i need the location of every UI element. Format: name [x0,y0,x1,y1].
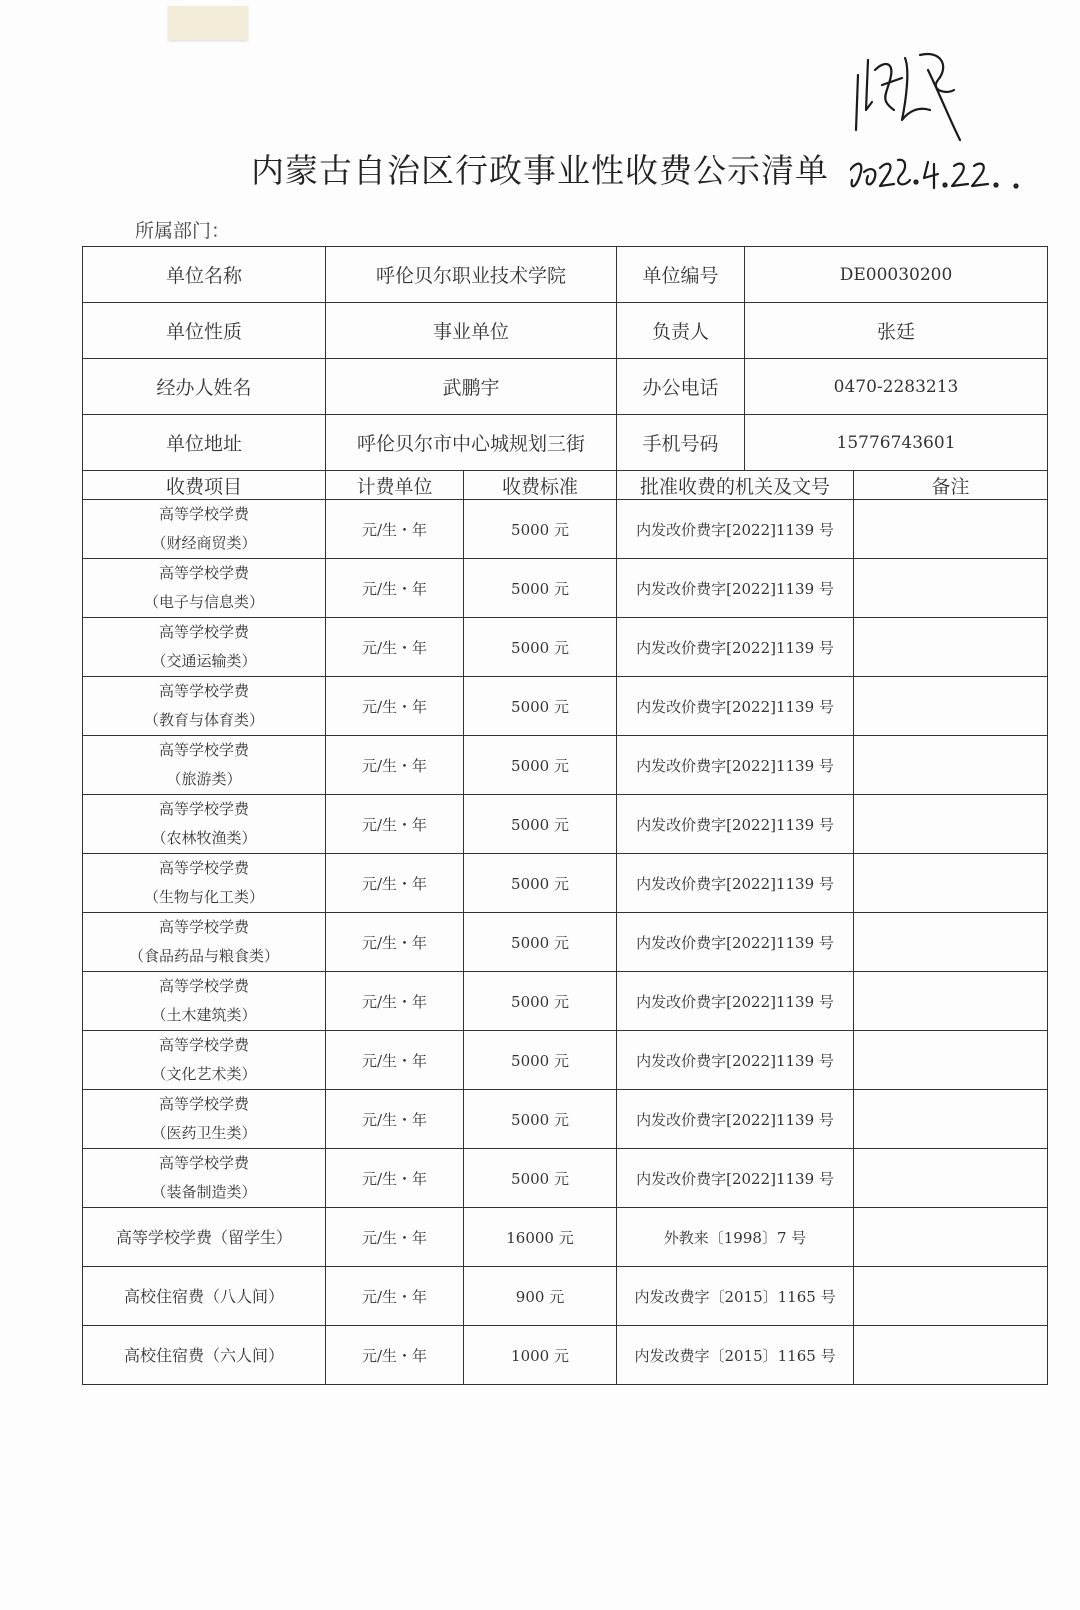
fee-item-cell [83,736,326,795]
fee-item-cell [83,500,326,559]
fee-unit: 元/生・年 [326,1267,464,1326]
fee-table [82,246,1048,1385]
fee-item-category: （食品药品与粮食类） [128,947,279,965]
fee-item-category: （医药卫生类） [151,1124,257,1142]
fee-unit: 元/生・年 [326,500,464,559]
fee-approval: 外教来〔1998〕7 号 [617,1208,854,1267]
fee-approval: 内发改价费字[2022]1139 号 [617,736,854,795]
fee-item-name: 高等学校学费 [158,564,249,582]
fee-approval: 内发改价费字[2022]1139 号 [617,795,854,854]
fee-standard: 5000 元 [464,736,617,795]
fee-item-name: 高校住宿费（八人间） [123,1286,284,1306]
table-row [83,1326,1048,1385]
fee-unit: 元/生・年 [326,618,464,677]
info-row-name [83,247,1048,303]
table-row [83,1267,1048,1326]
fee-item-cell [83,1031,326,1090]
fee-standard: 5000 元 [464,500,617,559]
department-label: 所属部门： [135,220,231,242]
fee-note [854,854,1048,913]
head-value: 张廷 [745,303,1048,359]
fee-item-category: （交通运输类） [151,652,257,670]
fee-item-cell [83,795,326,854]
address-label: 单位地址 [83,415,326,471]
fee-unit: 元/生・年 [326,1090,464,1149]
fee-approval: 内发改费字〔2015〕1165 号 [617,1326,854,1385]
fee-note [854,500,1048,559]
table-row [83,913,1048,972]
fee-item-name: 高等学校学费 [158,1154,249,1172]
fee-item-cell [83,913,326,972]
fee-item-name: 高等学校学费 [158,1095,249,1113]
fee-item-name: 高等学校学费 [158,977,249,995]
fee-item-name: 高等学校学费 [158,800,249,818]
fee-approval: 内发改价费字[2022]1139 号 [617,854,854,913]
fee-item-name: 高等学校学费 [158,741,249,759]
fee-header-row [83,471,1048,500]
fee-item-name: 高等学校学费 [158,682,249,700]
table-row [83,736,1048,795]
fee-standard: 1000 元 [464,1326,617,1385]
fee-note [854,677,1048,736]
fee-item-cell [83,1267,326,1326]
info-row-nature [83,303,1048,359]
info-row-address [83,415,1048,471]
fee-note [854,1326,1048,1385]
fee-standard: 5000 元 [464,795,617,854]
fee-item-category: （装备制造类） [151,1183,257,1201]
unit-nature-label: 单位性质 [83,303,326,359]
table-row [83,972,1048,1031]
phone-value: 0470-2283213 [745,359,1048,415]
fee-note [854,1090,1048,1149]
fee-note [854,618,1048,677]
column-header: 备注 [854,471,1048,500]
fee-standard: 5000 元 [464,972,617,1031]
fee-note [854,1267,1048,1326]
fee-approval: 内发改价费字[2022]1139 号 [617,1090,854,1149]
fee-item-category: （财经商贸类） [151,534,257,552]
fee-item-cell [83,1149,326,1208]
table-row [83,1031,1048,1090]
phone-label: 办公电话 [617,359,745,415]
fee-approval: 内发改价费字[2022]1139 号 [617,913,854,972]
fee-note [854,736,1048,795]
address-value: 呼伦贝尔市中心城规划三街 [326,415,617,471]
fee-item-cell [83,559,326,618]
fee-unit: 元/生・年 [326,736,464,795]
table-row [83,1208,1048,1267]
fee-approval: 内发改价费字[2022]1139 号 [617,1149,854,1208]
fee-standard: 5000 元 [464,854,617,913]
fee-item-cell [83,677,326,736]
fee-unit: 元/生・年 [326,1208,464,1267]
fee-approval: 内发改价费字[2022]1139 号 [617,972,854,1031]
fee-item-category: （教育与体育类） [143,711,264,729]
fee-approval: 内发改价费字[2022]1139 号 [617,500,854,559]
fee-unit: 元/生・年 [326,972,464,1031]
column-header: 收费标准 [464,471,617,500]
fee-note [854,559,1048,618]
fee-note [854,1149,1048,1208]
fee-item-name: 高校住宿费（六人间） [123,1345,284,1365]
tape-strip [168,6,248,40]
fee-unit: 元/生・年 [326,1031,464,1090]
fee-item-category: （电子与信息类） [143,593,264,611]
fee-approval: 内发改价费字[2022]1139 号 [617,559,854,618]
fee-item-cell [83,1326,326,1385]
fee-unit: 元/生・年 [326,677,464,736]
unit-code-label: 单位编号 [617,247,745,303]
fee-item-name: 高等学校学费（留学生） [115,1227,292,1247]
handler-label: 经办人姓名 [83,359,326,415]
fee-standard: 5000 元 [464,677,617,736]
fee-unit: 元/生・年 [326,1326,464,1385]
info-row-handler [83,359,1048,415]
fee-standard: 900 元 [464,1267,617,1326]
fee-item-category: （农林牧渔类） [151,829,257,847]
fee-item-category: （旅游类） [166,770,242,788]
fee-note [854,1031,1048,1090]
fee-item-cell [83,1090,326,1149]
table-row [83,1149,1048,1208]
fee-unit: 元/生・年 [326,795,464,854]
fee-item-category: （土木建筑类） [151,1006,257,1024]
fee-standard: 16000 元 [464,1208,617,1267]
fee-approval: 内发改价费字[2022]1139 号 [617,1031,854,1090]
fee-unit: 元/生・年 [326,559,464,618]
fee-item-name: 高等学校学费 [158,1036,249,1054]
fee-approval: 内发改价费字[2022]1139 号 [617,618,854,677]
fee-item-cell [83,1208,326,1267]
fee-approval: 内发改价费字[2022]1139 号 [617,677,854,736]
fee-standard: 5000 元 [464,913,617,972]
fee-unit: 元/生・年 [326,913,464,972]
fee-item-name: 高等学校学费 [158,918,249,936]
column-header: 收费项目 [83,471,326,500]
fee-unit: 元/生・年 [326,854,464,913]
fee-unit: 元/生・年 [326,1149,464,1208]
handwritten-signature [850,40,1040,204]
mobile-value: 15776743601 [745,415,1048,471]
table-row [83,795,1048,854]
fee-item-name: 高等学校学费 [158,859,249,877]
fee-item-cell [83,972,326,1031]
unit-nature-value: 事业单位 [326,303,617,359]
document-title: 内蒙古自治区行政事业性收费公示清单 [251,151,829,190]
fee-item-cell [83,618,326,677]
fee-item-name: 高等学校学费 [158,623,249,641]
fee-item-cell [83,854,326,913]
head-label: 负责人 [617,303,745,359]
table-row [83,677,1048,736]
fee-item-category: （文化艺术类） [151,1065,257,1083]
table-row [83,854,1048,913]
handler-value: 武鹏宇 [326,359,617,415]
unit-name-label: 单位名称 [83,247,326,303]
fee-item-name: 高等学校学费 [158,505,249,523]
unit-code-value: DE00030200 [745,247,1048,303]
fee-approval: 内发改费字〔2015〕1165 号 [617,1267,854,1326]
mobile-label: 手机号码 [617,415,745,471]
fee-standard: 5000 元 [464,618,617,677]
fee-note [854,913,1048,972]
unit-name-value: 呼伦贝尔职业技术学院 [326,247,617,303]
table-row [83,559,1048,618]
column-header: 计费单位 [326,471,464,500]
fee-standard: 5000 元 [464,1149,617,1208]
fee-standard: 5000 元 [464,1090,617,1149]
fee-standard: 5000 元 [464,559,617,618]
table-row [83,618,1048,677]
fee-note [854,1208,1048,1267]
fee-standard: 5000 元 [464,1031,617,1090]
fee-note [854,972,1048,1031]
fee-item-category: （生物与化工类） [143,888,264,906]
table-row [83,500,1048,559]
table-row [83,1090,1048,1149]
fee-note [854,795,1048,854]
column-header: 批准收费的机关及文号 [617,471,854,500]
